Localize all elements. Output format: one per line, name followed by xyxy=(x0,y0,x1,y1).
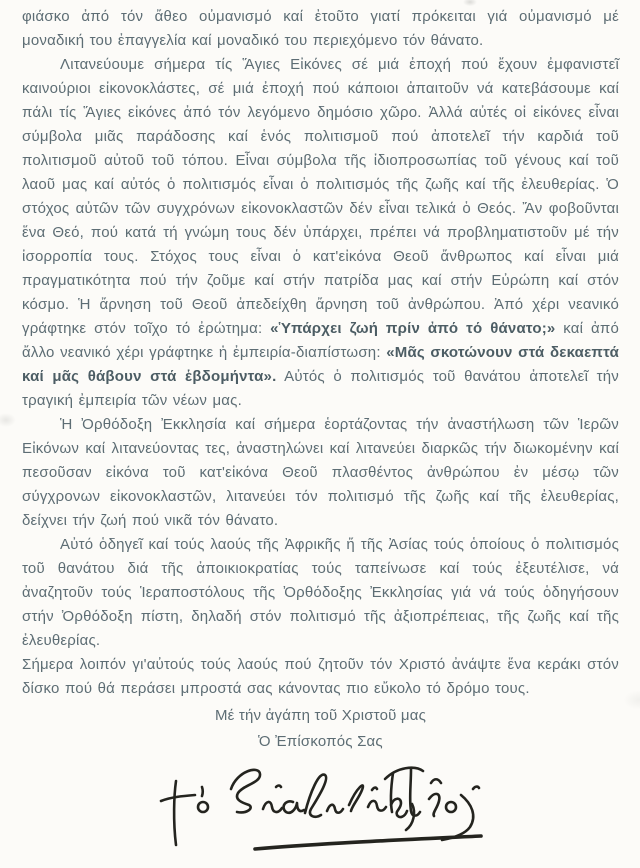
valediction-line: Μέ τήν ἀγάπη τοῦ Χριστοῦ μας xyxy=(214,707,427,724)
paragraph-segment: Αὐτός ὁ πολιτισμός τοῦ θανάτου ἀποτελεῖ τήν τραγική ἐμπειρία τῶν νέων μας. xyxy=(22,368,619,409)
signoff-line: Ὁ Ἐπίσκοπός Σας xyxy=(258,733,383,750)
paragraph-procession-of-icons xyxy=(22,53,619,413)
paragraph-segment: Λιτανεύουμε σήμερα τίς Ἅγιες Εἰκόνες σέ μιά ἐποχή πού ἔχουν ἐμφανιστεῖ καινούριοι εἰκονοκλάστες, σέ μιά ἐποχή πού κάποιοι ἀπαιτοῦν νά κατεβάσουμε καί πάλι τίς Ἅγιες εἰκόνες ἀπό τόν λεγόμενο δημόσιο χῶρο. Ἀλλά αὐτές οἱ εἰκόνες εἶναι σύμβολα μιᾶς παράδοσης καί ἑνός πολιτισμοῦ πού ἀποτελεῖ τήν καρδιά τοῦ πολιτισμοῦ αὐτοῦ τοῦ τόπου. Εἶναι σύμβολα τῆς ἰδιοπροσωπίας τοῦ γένους καί τοῦ λαοῦ μας καί αὐτός ὁ πολιτισμός εἶναι ὁ πολιτισμός τῆς ζωῆς καί τῆς ἐλευθερίας. Ὁ στόχος αὐτῶν τῶν συγχρόνων εἰκονοκλαστῶν δέν εἶναι τελικά ὁ Θεός. Ἄν φοβοῦνται ἕνα Θεό, πού κατά τή γνώμη τους δέν ὑπάρχει, πρέπει νά προβληματιστοῦν μέ τήν ἰσορροπία τους. Στόχος τους εἶναι ὁ κατ'εἰκόνα Θεοῦ ἄνθρωπος καί εἶναι μιά πραγματικότητα πού τήν ζοῦμε καί στήν πατρίδα μας καί στήν Εὐρώπη καί στόν κόσμο. Ἡ ἄρνηση τοῦ Θεοῦ ἀπεδείχθη ἄρνηση τοῦ ἀνθρώπου. Ἀπό χέρι νεανικό γράφτηκε στόν τοῖχο τό ἐρώτημα: xyxy=(22,56,619,337)
paragraph-church-restores xyxy=(22,413,619,533)
paragraph-text: φιάσκο ἀπό τόν ἄθεο οὐμανισμό καί ἐτοῦτο γιατί πρόκειται γιά οὐμανισμό μέ μοναδική του ἐπαγγελία καί μοναδικό του περιεχόμενο τόν θάνατο. xyxy=(22,8,619,49)
bold-quote-graffiti-question: «Ὑπάρχει ζωή πρίν ἀπό τό θάνατο;» xyxy=(270,320,556,337)
paragraph-text: Αὐτό ὁδηγεῖ καί τούς λαούς τῆς Ἀφρικῆς ἤ τῆς Ἀσίας τούς ὁποίους ὁ πολιτισμός τοῦ θανάτου διά τῆς ἀποικιοκρατίας τούς ταπείνωσε καί τούς ἐξευτέλισε, νά ἀναζητοῦν τούς Ἱεραποστόλους τῆς Ὀρθόδοξης Ἐκκλησίας γιά νά τούς ὁδηγήσουν στήν Ὀρθόδοξη πίστη, δηλαδή στόν πολιτισμό τῆς ἀξιοπρέπειας, τῆς ζωῆς καί τῆς ἐλευθερίας. xyxy=(22,536,619,649)
paragraph-continued xyxy=(22,5,619,53)
paragraph-text: Σήμερα λοιπόν γι'αὐτούς τούς λαούς πού ζητοῦν τόν Χριστό ἀνάψτε ἕνα κεράκι στόν δίσκο πού θά περάσει μπροστά σας κάνοντας πιο εὔκολο τό δρόμο τους. xyxy=(22,656,619,697)
signature-ink-drawing xyxy=(139,759,539,859)
bold-quote-graffiti-statement: «Μᾶς σκοτώνουν στά δεκαεπτά καί μᾶς θάβουν στά ἑβδομήντα». xyxy=(22,344,619,385)
bishop-signature xyxy=(139,759,539,859)
letter-closing xyxy=(22,703,619,755)
paragraph-candle-appeal xyxy=(22,653,619,701)
paragraph-africa-asia xyxy=(22,533,619,653)
paragraph-text: Ἡ Ὀρθόδοξη Ἐκκλησία καί σήμερα ἑορτάζοντας τήν ἀναστήλωση τῶν Ἱερῶν Εἰκόνων καί λιτανεύοντας τες, ἀναστηλώνει καί λιτανεύει διαρκῶς τήν διωκομένην καί πεσοῦσαν εἰκόνα τοῦ κατ'εἰκόνα Θεοῦ πλασθέντος ἀνθρώπου ἐν μέσῳ τῶν σύγχρονων εἰκονοκλαστῶν, λιτανεύει τόν πολιτισμό τῆς ζωῆς καί τῆς ἐλευθερίας, δείχνει τήν ζωή πού νικᾶ τόν θάνατο. xyxy=(22,416,619,529)
paragraph-segment: καί ἀπό ἄλλο νεανικό χέρι γράφτηκε ἡ ἐμπειρία-διαπίστωση: xyxy=(22,320,619,361)
